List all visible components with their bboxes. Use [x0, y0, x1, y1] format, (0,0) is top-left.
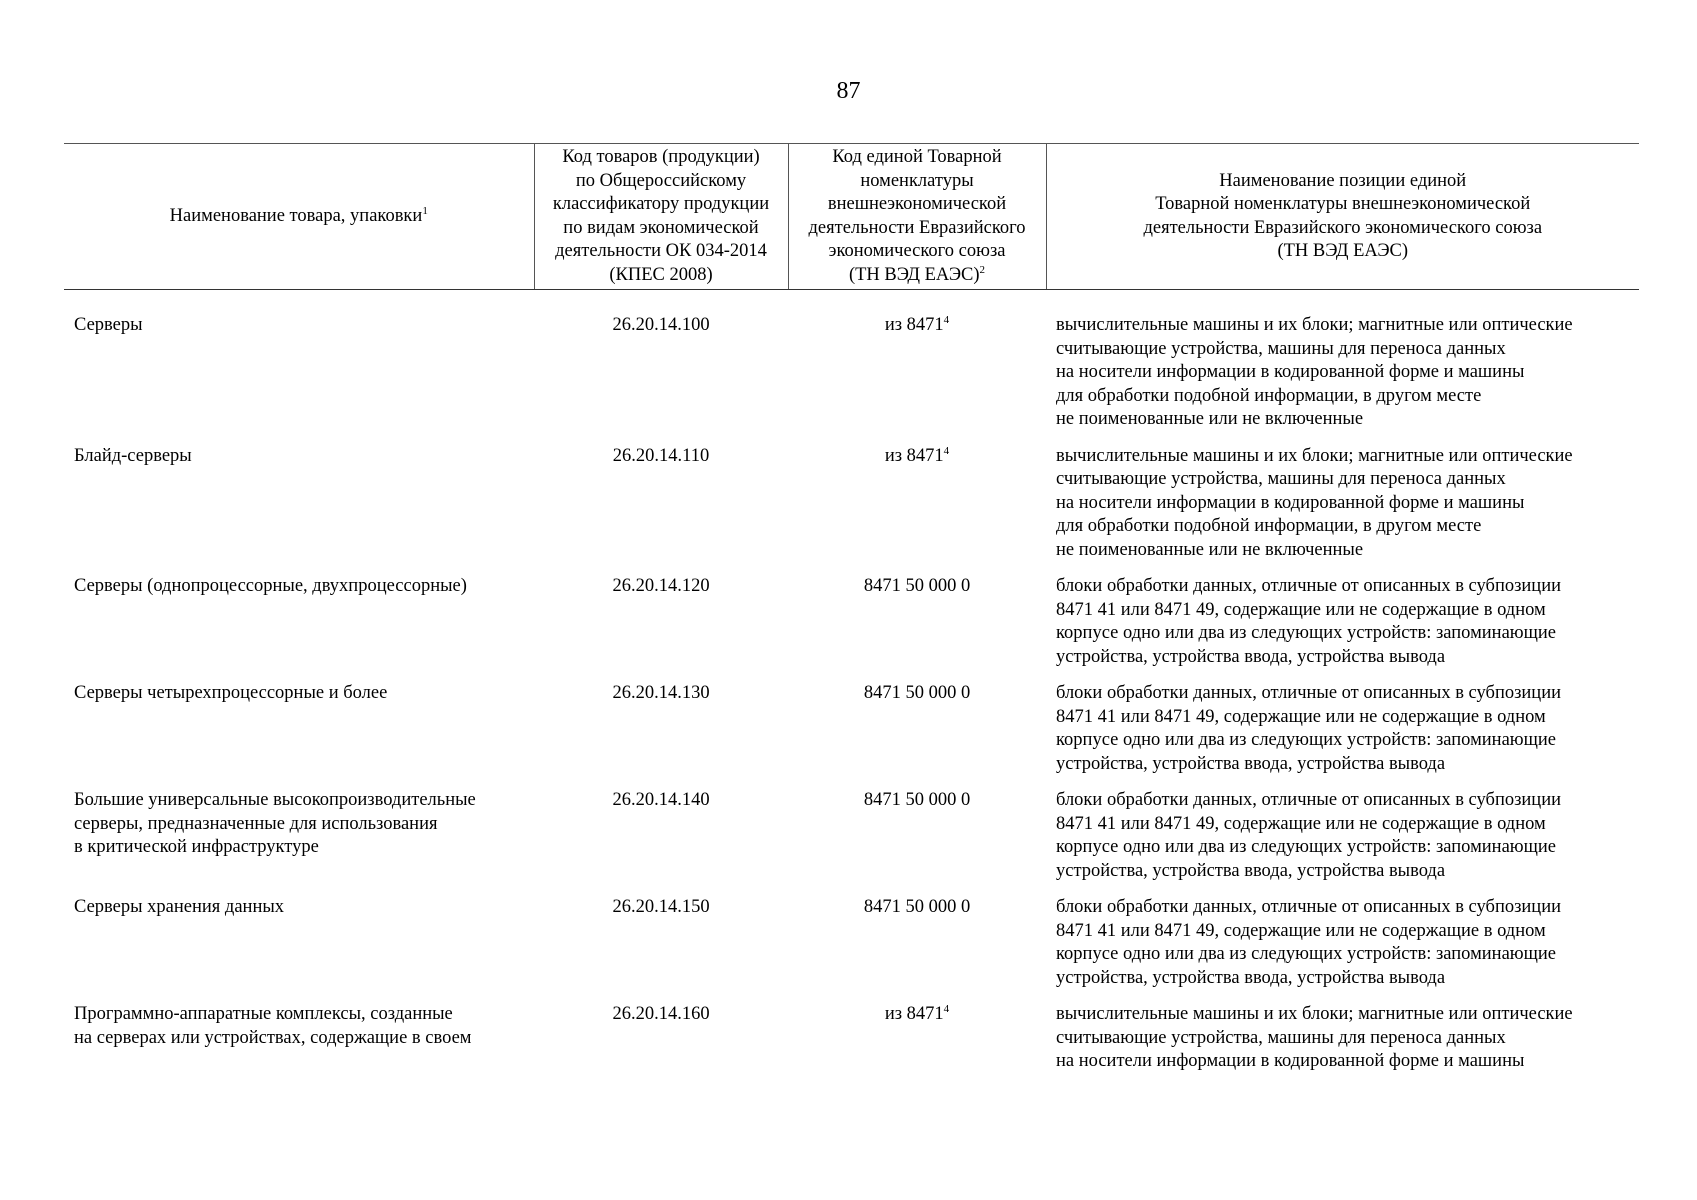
header-line: (ТН ВЭД ЕАЭС) [1277, 241, 1409, 261]
header-line: экономического союза [828, 241, 1006, 261]
okpd-code-cell: 26.20.14.150 [612, 897, 710, 917]
tnved-description-cell-line: блоки обработки данных, отличные от описанных в субпозиции [1056, 790, 1562, 810]
tnved-code-cell [788, 990, 1046, 1074]
tnved-code: 8471 50 000 0 [863, 897, 971, 917]
product-name-cell-line: Программно-аппаратные комплексы, созданные [74, 1004, 453, 1024]
tnved-description-cell-line: на носители информации в кодированной форме и машины [1056, 492, 1525, 513]
header-line: (КПЕС 2008) [609, 264, 713, 285]
footnote-marker: 4 [943, 1002, 950, 1015]
tnved-description-cell-line: корпусе одно или два из следующих устройств: запоминающие [1056, 730, 1556, 750]
tnved-description-cell-line: 8471 41 или 8471 49, содержащие или не содержащие в одном [1056, 813, 1546, 834]
header-tnved-code [788, 144, 1046, 290]
header-line: по видам экономической [563, 217, 759, 238]
tnved-description-cell-line: блоки обработки данных, отличные от описанных в субпозиции [1056, 897, 1562, 917]
header-product-name: Наименование товара, упаковки$^1$ [64, 144, 534, 290]
table-row [64, 669, 1639, 776]
header-line: (ТН ВЭД ЕАЭС)$^2$ [848, 263, 986, 285]
tnved-description-cell-line: считывающие устройства, машины для переноса данных [1056, 469, 1506, 489]
tnved-description-cell-line: 8471 41 или 8471 49, содержащие или не содержащие в одном [1056, 599, 1546, 620]
okpd-code-cell: 26.20.14.160 [612, 1004, 710, 1024]
header-line: классификатору продукции [552, 194, 770, 214]
page-number: 87 [836, 78, 861, 104]
tnved-code: из 8471 [884, 445, 944, 466]
tnved-description-cell-line: вычислительные машины и их блоки; магнитные или оптические [1056, 445, 1573, 466]
tnved-code-cell [788, 290, 1046, 432]
tnved-description-cell [1046, 432, 1639, 563]
product-name-cell-line: Блайд-серверы [74, 445, 192, 466]
product-name-cell [64, 290, 534, 432]
table-row [64, 776, 1639, 883]
product-name-cell [64, 432, 534, 563]
tnved-description-cell-line: на носители информации в кодированной форме и машины [1056, 1051, 1525, 1071]
product-name-cell [64, 562, 534, 669]
classification-table [64, 143, 1639, 1074]
tnved-code-cell [788, 669, 1046, 776]
tnved-description-cell-line: для обработки подобной информации, в другом месте [1056, 385, 1482, 406]
product-name-cell [64, 669, 534, 776]
tnved-description-cell-line: блоки обработки данных, отличные от описанных в субпозиции [1056, 683, 1562, 703]
tnved-description-cell-line: корпусе одно или два из следующих устройств: запоминающие [1056, 623, 1556, 643]
product-name-cell-line: Серверы (однопроцессорные, двухпроцессорные) [74, 576, 467, 596]
tnved-description-cell-line: считывающие устройства, машины для переноса данных [1056, 1027, 1506, 1048]
tnved-description-cell-line: 8471 41 или 8471 49, содержащие или не содержащие в одном [1056, 920, 1546, 941]
tnved-description-cell-line: корпусе одно или два из следующих устройств: запоминающие [1056, 944, 1556, 964]
okpd-code-cell: 26.20.14.130 [612, 683, 710, 703]
tnved-description-cell-line: устройства, устройства ввода, устройства вывода [1056, 646, 1446, 667]
product-name-cell-line: Серверы четырехпроцессорные и более [74, 683, 388, 703]
tnved-code: 8471 50 000 0 [863, 790, 971, 810]
okpd-code-cell: 26.20.14.110 [612, 445, 710, 466]
tnved-description-cell [1046, 562, 1639, 669]
tnved-code: из 8471 [884, 315, 944, 335]
tnved-description-cell-line: вычислительные машины и их блоки; магнитные или оптические [1056, 315, 1573, 335]
tnved-description-cell-line: не поименованные или не включенные [1056, 409, 1364, 429]
header-okpd-code [534, 144, 788, 290]
tnved-description-cell-line: вычислительные машины и их блоки; магнитные или оптические [1056, 1004, 1573, 1024]
tnved-description-cell-line: считывающие устройства, машины для переноса данных [1056, 338, 1506, 359]
tnved-description-cell-line: устройства, устройства ввода, устройства вывода [1056, 967, 1446, 988]
table-body [64, 290, 1639, 1074]
header-line: Товарной номенклатуры внешнеэкономической [1155, 194, 1531, 214]
table-row [64, 562, 1639, 669]
tnved-description-cell-line: устройства, устройства ввода, устройства вывода [1056, 860, 1446, 881]
table-row [64, 290, 1639, 432]
table-row [64, 432, 1639, 563]
table-header [64, 144, 1639, 290]
tnved-description-cell [1046, 290, 1639, 432]
tnved-description-cell-line: корпусе одно или два из следующих устройств: запоминающие [1056, 837, 1556, 857]
tnved-code-cell [788, 562, 1046, 669]
tnved-description-cell-line: устройства, устройства ввода, устройства вывода [1056, 753, 1446, 774]
header-line: Наименование позиции единой [1219, 170, 1467, 191]
tnved-description-cell-line: не поименованные или не включенные [1056, 539, 1364, 560]
product-name-cell [64, 990, 534, 1074]
product-name-cell-line: серверы, предназначенные для использования [74, 813, 438, 834]
product-name-cell-line: Серверы хранения данных [74, 897, 285, 917]
header-line: номенклатуры [860, 170, 974, 191]
header-line: деятельности Евразийского экономического союза [1143, 217, 1543, 238]
tnved-code-cell [788, 776, 1046, 883]
tnved-description-cell [1046, 669, 1639, 776]
footnote-marker: 4 [943, 313, 950, 326]
product-name-cell [64, 776, 534, 883]
tnved-code-cell [788, 883, 1046, 990]
tnved-code: 8471 50 000 0 [863, 683, 971, 703]
footnote-marker: 2 [979, 263, 986, 276]
tnved-description-cell-line: на носители информации в кодированной форме и машины [1056, 362, 1525, 382]
okpd-code-cell: 26.20.14.100 [612, 315, 710, 335]
product-name-cell-line: в критической инфраструктуре [74, 837, 319, 857]
header-line: Код товаров (продукции) [562, 147, 760, 167]
tnved-description-cell-line: блоки обработки данных, отличные от описанных в субпозиции [1056, 576, 1562, 596]
header-line: деятельности ОК 034-2014 [555, 241, 767, 261]
tnved-code: 8471 50 000 0 [863, 576, 971, 596]
tnved-description-cell [1046, 776, 1639, 883]
okpd-code-cell: 26.20.14.140 [612, 790, 710, 810]
tnved-description-cell [1046, 990, 1639, 1074]
product-name-cell-line: Большие универсальные высокопроизводительные [74, 790, 476, 810]
header-line: деятельности Евразийского [808, 217, 1026, 238]
product-name-cell-line: Серверы [74, 315, 143, 335]
tnved-description-cell-line: для обработки подобной информации, в другом месте [1056, 516, 1482, 536]
tnved-description-cell-line: 8471 41 или 8471 49, содержащие или не содержащие в одном [1056, 706, 1546, 727]
table-row [64, 990, 1639, 1074]
footnote-marker: 4 [943, 444, 950, 457]
okpd-code-cell: 26.20.14.120 [612, 576, 710, 596]
header-line: внешнеэкономической [827, 194, 1007, 214]
tnved-description-cell [1046, 883, 1639, 990]
tnved-code: из 8471 [884, 1004, 944, 1024]
header-line: Код единой Товарной [832, 147, 1002, 167]
product-name-cell [64, 883, 534, 990]
tnved-code-cell [788, 432, 1046, 563]
table-row [64, 883, 1639, 990]
product-name-cell-line: на серверах или устройствах, содержащие в своем [74, 1027, 472, 1048]
header-line: по Общероссийскому [575, 170, 747, 191]
header-tnved-name [1046, 144, 1639, 290]
